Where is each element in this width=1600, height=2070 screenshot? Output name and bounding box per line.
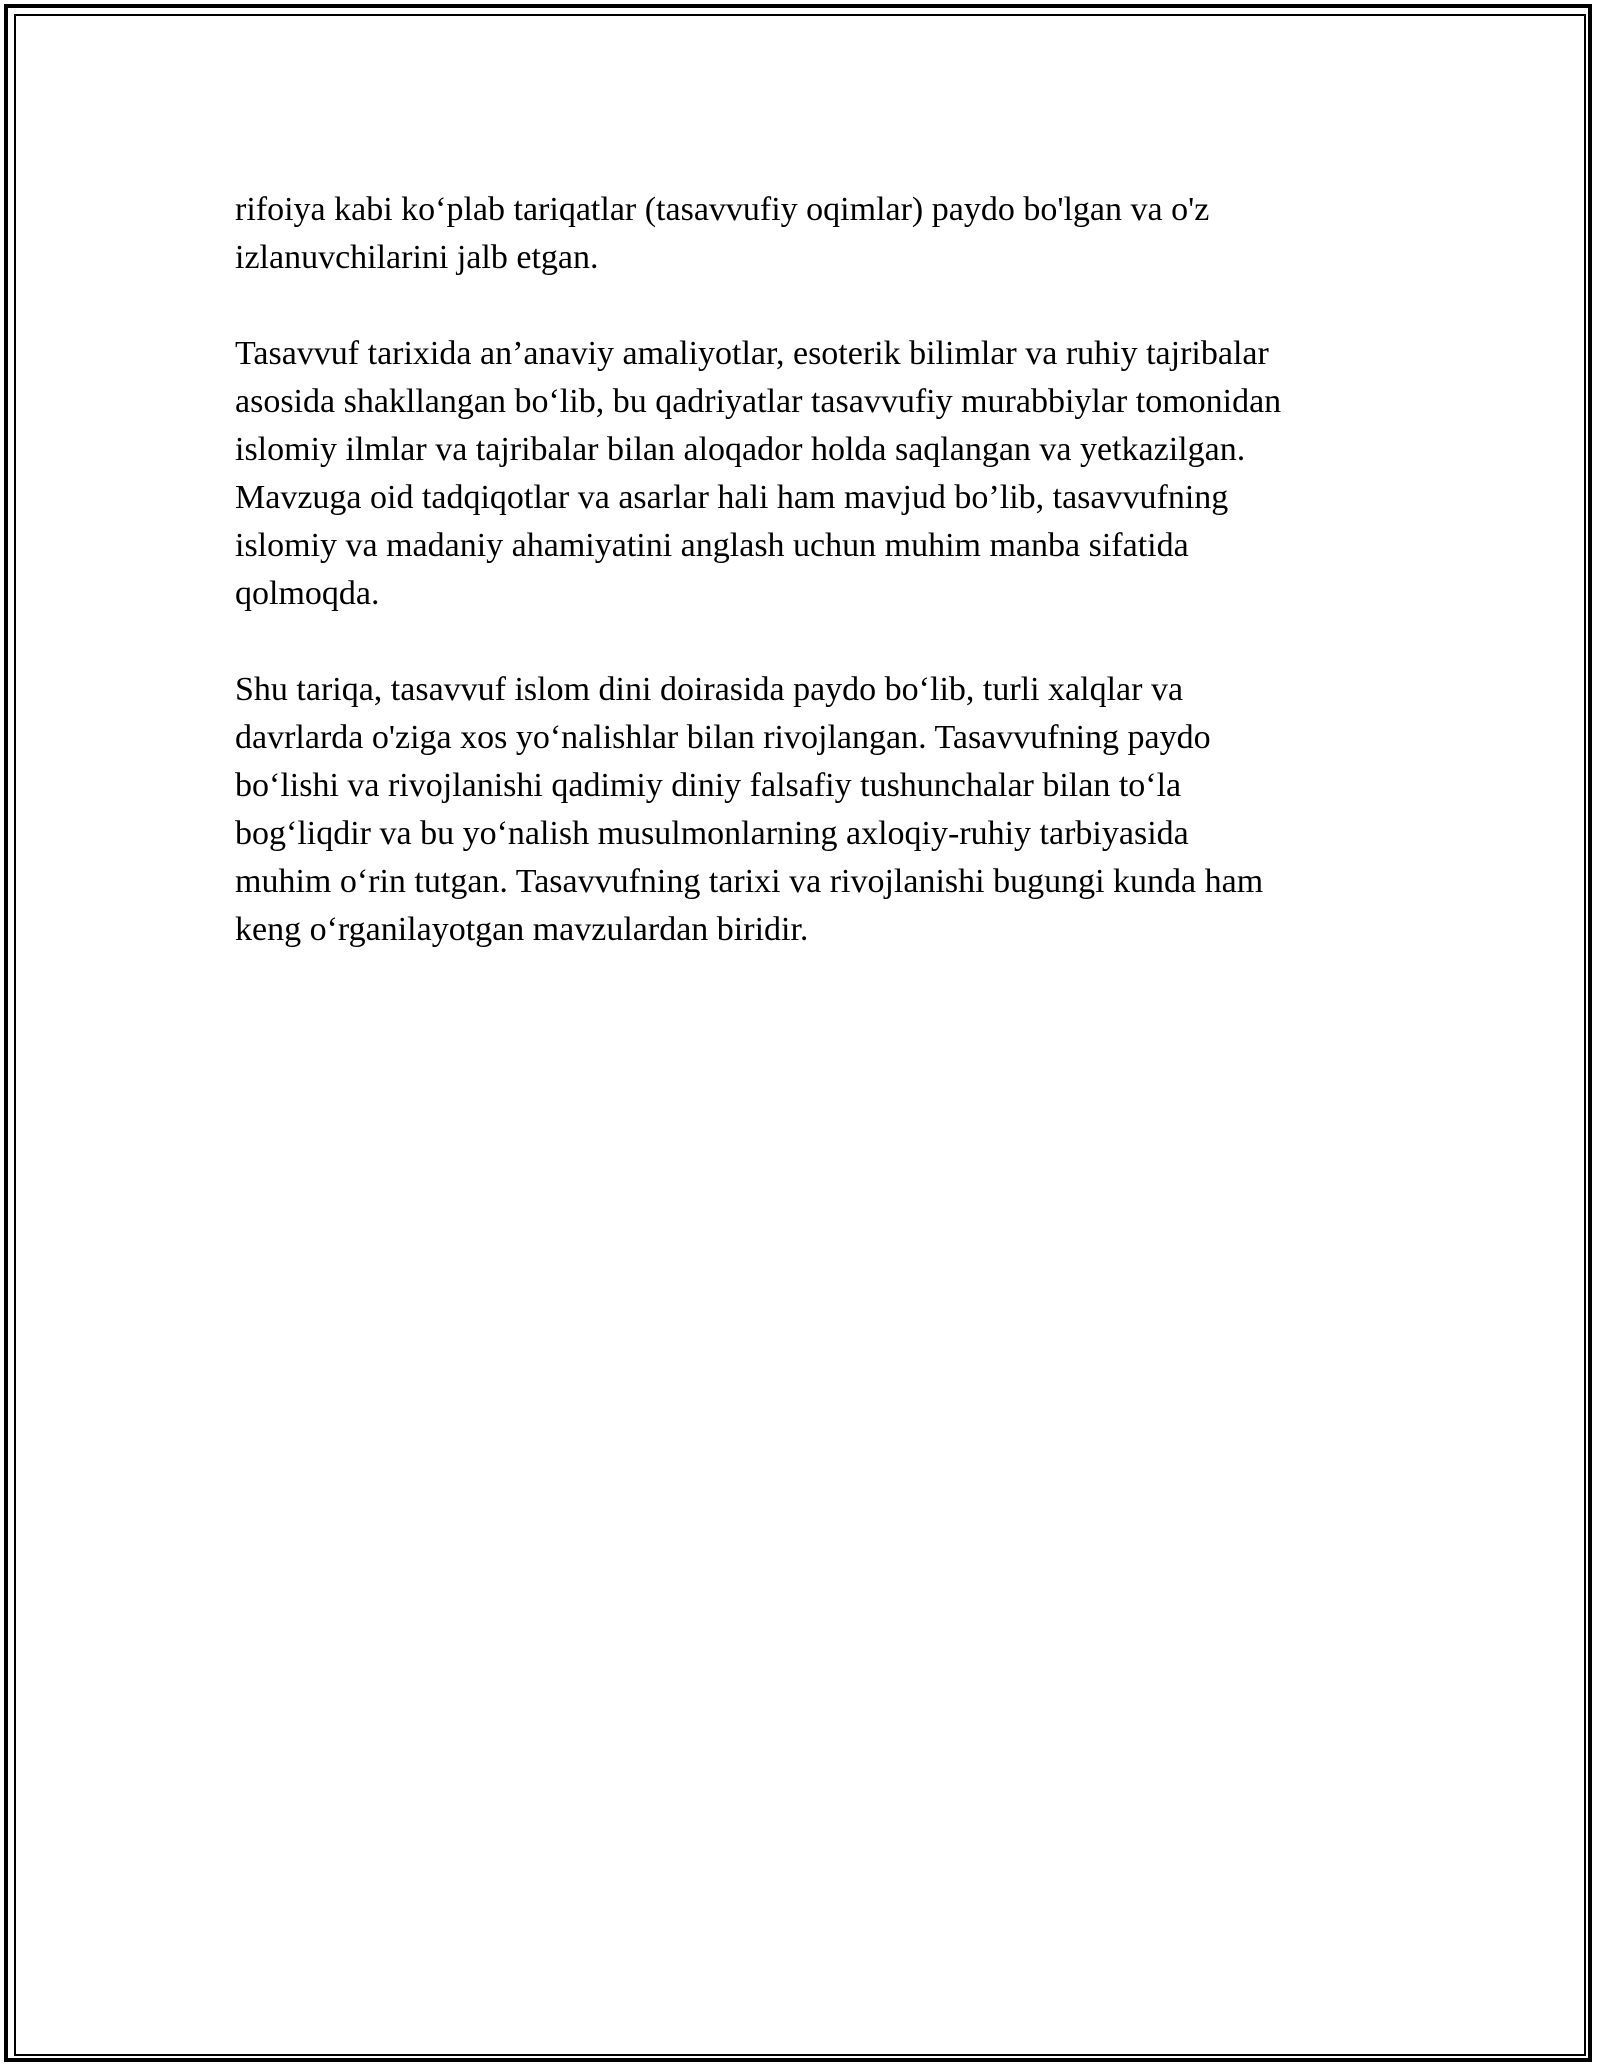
text-line: muhim o‘rin tutgan. Tasavvufning tarixi va rivojlanishi bugungi kunda ham — [235, 863, 1264, 900]
text-line: izlanuvchilarini jalb etgan. — [235, 239, 599, 276]
text-line: davrlarda o'ziga xos yo‘nalishlar bilan rivojlangan. Tasavvufning paydo — [235, 719, 1211, 756]
document-body — [235, 186, 1385, 1002]
text-line: bo‘lishi va rivojlanishi qadimiy diniy falsafiy tushunchalar bilan to‘la — [235, 767, 1182, 804]
paragraph-3 — [235, 666, 1385, 954]
text-line: Mavzuga oid tadqiqotlar va asarlar hali ham mavjud bo’lib, tasavvufning — [235, 479, 1229, 516]
paragraph-1 — [235, 186, 1385, 282]
text-line: qolmoqda. — [235, 575, 380, 612]
text-line: rifoiya kabi ko‘plab tariqatlar (tasavvufiy oqimlar) paydo bo'lgan va o'z — [235, 191, 1210, 228]
text-line: asosida shakllangan bo‘lib, bu qadriyatlar tasavvufiy murabbiylar tomonidan — [235, 383, 1282, 420]
paragraph-2 — [235, 330, 1385, 618]
text-line: islomiy va madaniy ahamiyatini anglash uchun muhim manba sifatida — [235, 527, 1189, 564]
text-line: bog‘liqdir va bu yo‘nalish musulmonlarning axloqiy-ruhiy tarbiyasida — [235, 815, 1189, 852]
text-line: keng o‘rganilayotgan mavzulardan biridir. — [235, 911, 809, 948]
text-line: Tasavvuf tarixida an’anaviy amaliyotlar, esoterik bilimlar va ruhiy tajribalar — [235, 335, 1269, 372]
text-line: islomiy ilmlar va tajribalar bilan aloqador holda saqlangan va yetkazilgan. — [235, 431, 1246, 468]
text-line: Shu tariqa, tasavvuf islom dini doirasida paydo bo‘lib, turli xalqlar va — [235, 671, 1184, 708]
